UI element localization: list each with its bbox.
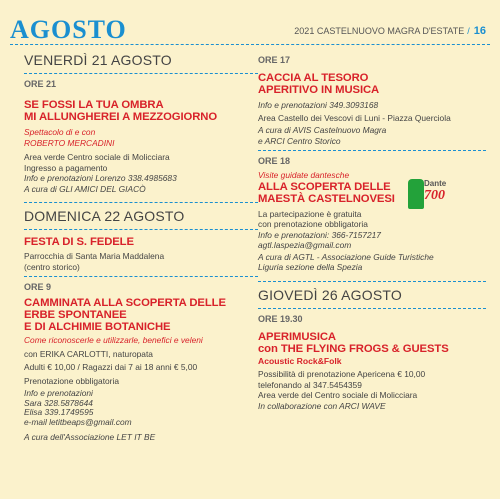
event-organizer: A cura di GLI AMICI DEL GIACÒ (24, 183, 146, 194)
series-title: 2021 CASTELNUOVO MAGRA D'ESTATE (294, 26, 465, 36)
page-number: 16 (473, 25, 486, 37)
event-title-line: ERBE SPONTANEE (24, 309, 127, 321)
event-location: Parrocchia di Santa Maria Maddalena (24, 251, 165, 261)
event-subtitle: Come riconoscerle e utilizzarle, benefici e veleni (24, 335, 203, 345)
divider (24, 202, 258, 203)
event-organizer: Liguria sezione della Spezia (258, 262, 363, 272)
slash-divider: / (467, 26, 470, 36)
event-price-note: Possibilità di prenotazione Apericena € 10,00 (258, 369, 426, 379)
event-time: ORE 9 (24, 282, 52, 292)
event-prices: Adulti € 10,00 / Ragazzi dai 7 ai 18 anni € 5,00 (24, 362, 198, 372)
event-title (258, 181, 486, 205)
event-title-line: ALLA SCOPERTA DELLE (258, 180, 391, 193)
event-booking-note: con prenotazione obbligatoria (258, 219, 368, 229)
event-title-line: APERIMUSICA (258, 330, 336, 343)
event-title-line: APERITIVO IN MUSICA (258, 84, 380, 96)
month-heading: AGOSTO (10, 15, 127, 44)
divider (258, 281, 486, 282)
event-organizer: A cura di AVIS Castelnuovo Magra (258, 125, 387, 135)
event-location: Area Castello dei Vescovi di Luni - Piazza Querciola (258, 112, 451, 123)
divider (24, 73, 258, 74)
event-contact: telefonando al 347.5454359 (258, 379, 362, 390)
divider (258, 308, 486, 309)
event-location: Area verde del Centro sociale di Molicciara (258, 390, 418, 400)
event-booking-note: Prenotazione obbligatoria (24, 375, 119, 386)
day-heading-21: VENERDÌ 21 AGOSTO (24, 52, 172, 68)
event-title (258, 72, 486, 96)
event-title-line: CAMMINATA ALLA SCOPERTA DELLE (24, 297, 226, 309)
logo-text-700: 700 (424, 188, 445, 203)
event-organizer: In collaborazione con ARCI WAVE (258, 400, 386, 411)
event-location-note: (centro storico) (24, 261, 80, 272)
event-title-line: MI ALLUNGHEREI A MEZZOGIORNO (24, 111, 218, 123)
event-contact: Info e prenotazioni 349.3093168 (258, 100, 379, 110)
event-title (258, 331, 486, 355)
event-title-line: con THE FLYING FROGS & GUESTS (258, 342, 449, 355)
event-contact: Sara 328.5878644 (24, 397, 93, 408)
event-contact: Elisa 339.1749595 (24, 407, 94, 417)
event-title: FESTA DI S. FEDELE (24, 236, 134, 248)
event-contact: Info e prenotazioni: 366-7157217 (258, 229, 381, 240)
event-title-line: SE FOSSI LA TUA OMBRA (24, 99, 164, 111)
logo-text-dante: Dante (424, 179, 447, 188)
right-column (258, 51, 486, 411)
event-email: e-mail letitbeaps@gmail.com (24, 416, 132, 427)
event-location: Area verde Centro sociale di Molicciara (24, 152, 170, 162)
event-subtitle: Visite guidate dantesche (258, 170, 350, 180)
day-heading-26: GIOVEDÌ 26 AGOSTO (258, 286, 402, 303)
page-header (294, 25, 486, 37)
event-subtitle: Spettacolo di e con (24, 127, 96, 137)
left-column (24, 51, 258, 443)
event-ticket-info: Ingresso a pagamento (24, 162, 108, 173)
event-time: ORE 19.30 (258, 313, 303, 324)
event-time: ORE 21 (24, 79, 57, 89)
event-guide: con ERIKA CARLOTTI, naturopata (24, 348, 153, 359)
event-price-note: La partecipazione è gratuita (258, 208, 362, 219)
event-email: agtl.laspezia@gmail.com (258, 240, 352, 250)
event-time: ORE 17 (258, 55, 291, 65)
event-contact-heading: Info e prenotazioni (24, 388, 93, 398)
event-organizer: A cura dell'Associazione LET IT BE (24, 432, 156, 442)
dante-silhouette-icon (408, 179, 424, 209)
day-heading-22: DOMENICA 22 AGOSTO (24, 208, 185, 224)
event-time: ORE 18 (258, 156, 291, 166)
event-organizer: A cura di AGTL - Associazione Guide Turistiche (258, 251, 434, 262)
divider (24, 229, 258, 230)
event-organizer: e ARCI Centro Storico (258, 135, 341, 146)
header-divider (10, 44, 490, 45)
divider (24, 276, 258, 277)
event-genre: Acoustic Rock&Folk (258, 355, 342, 366)
event-contact: Info e prenotazioni Lorenzo 338.4985683 (24, 173, 177, 183)
event-title (24, 297, 258, 333)
dante-700-logo (408, 179, 446, 211)
event-title-line: CACCIA AL TESORO (258, 72, 369, 84)
divider (258, 150, 486, 151)
event-title-line: E DI ALCHIMIE BOTANICHE (24, 321, 171, 333)
performer-name: ROBERTO MERCADINI (24, 137, 115, 148)
event-title (24, 99, 258, 123)
event-title-line: MAESTÀ CASTELNOVESI (258, 192, 395, 205)
